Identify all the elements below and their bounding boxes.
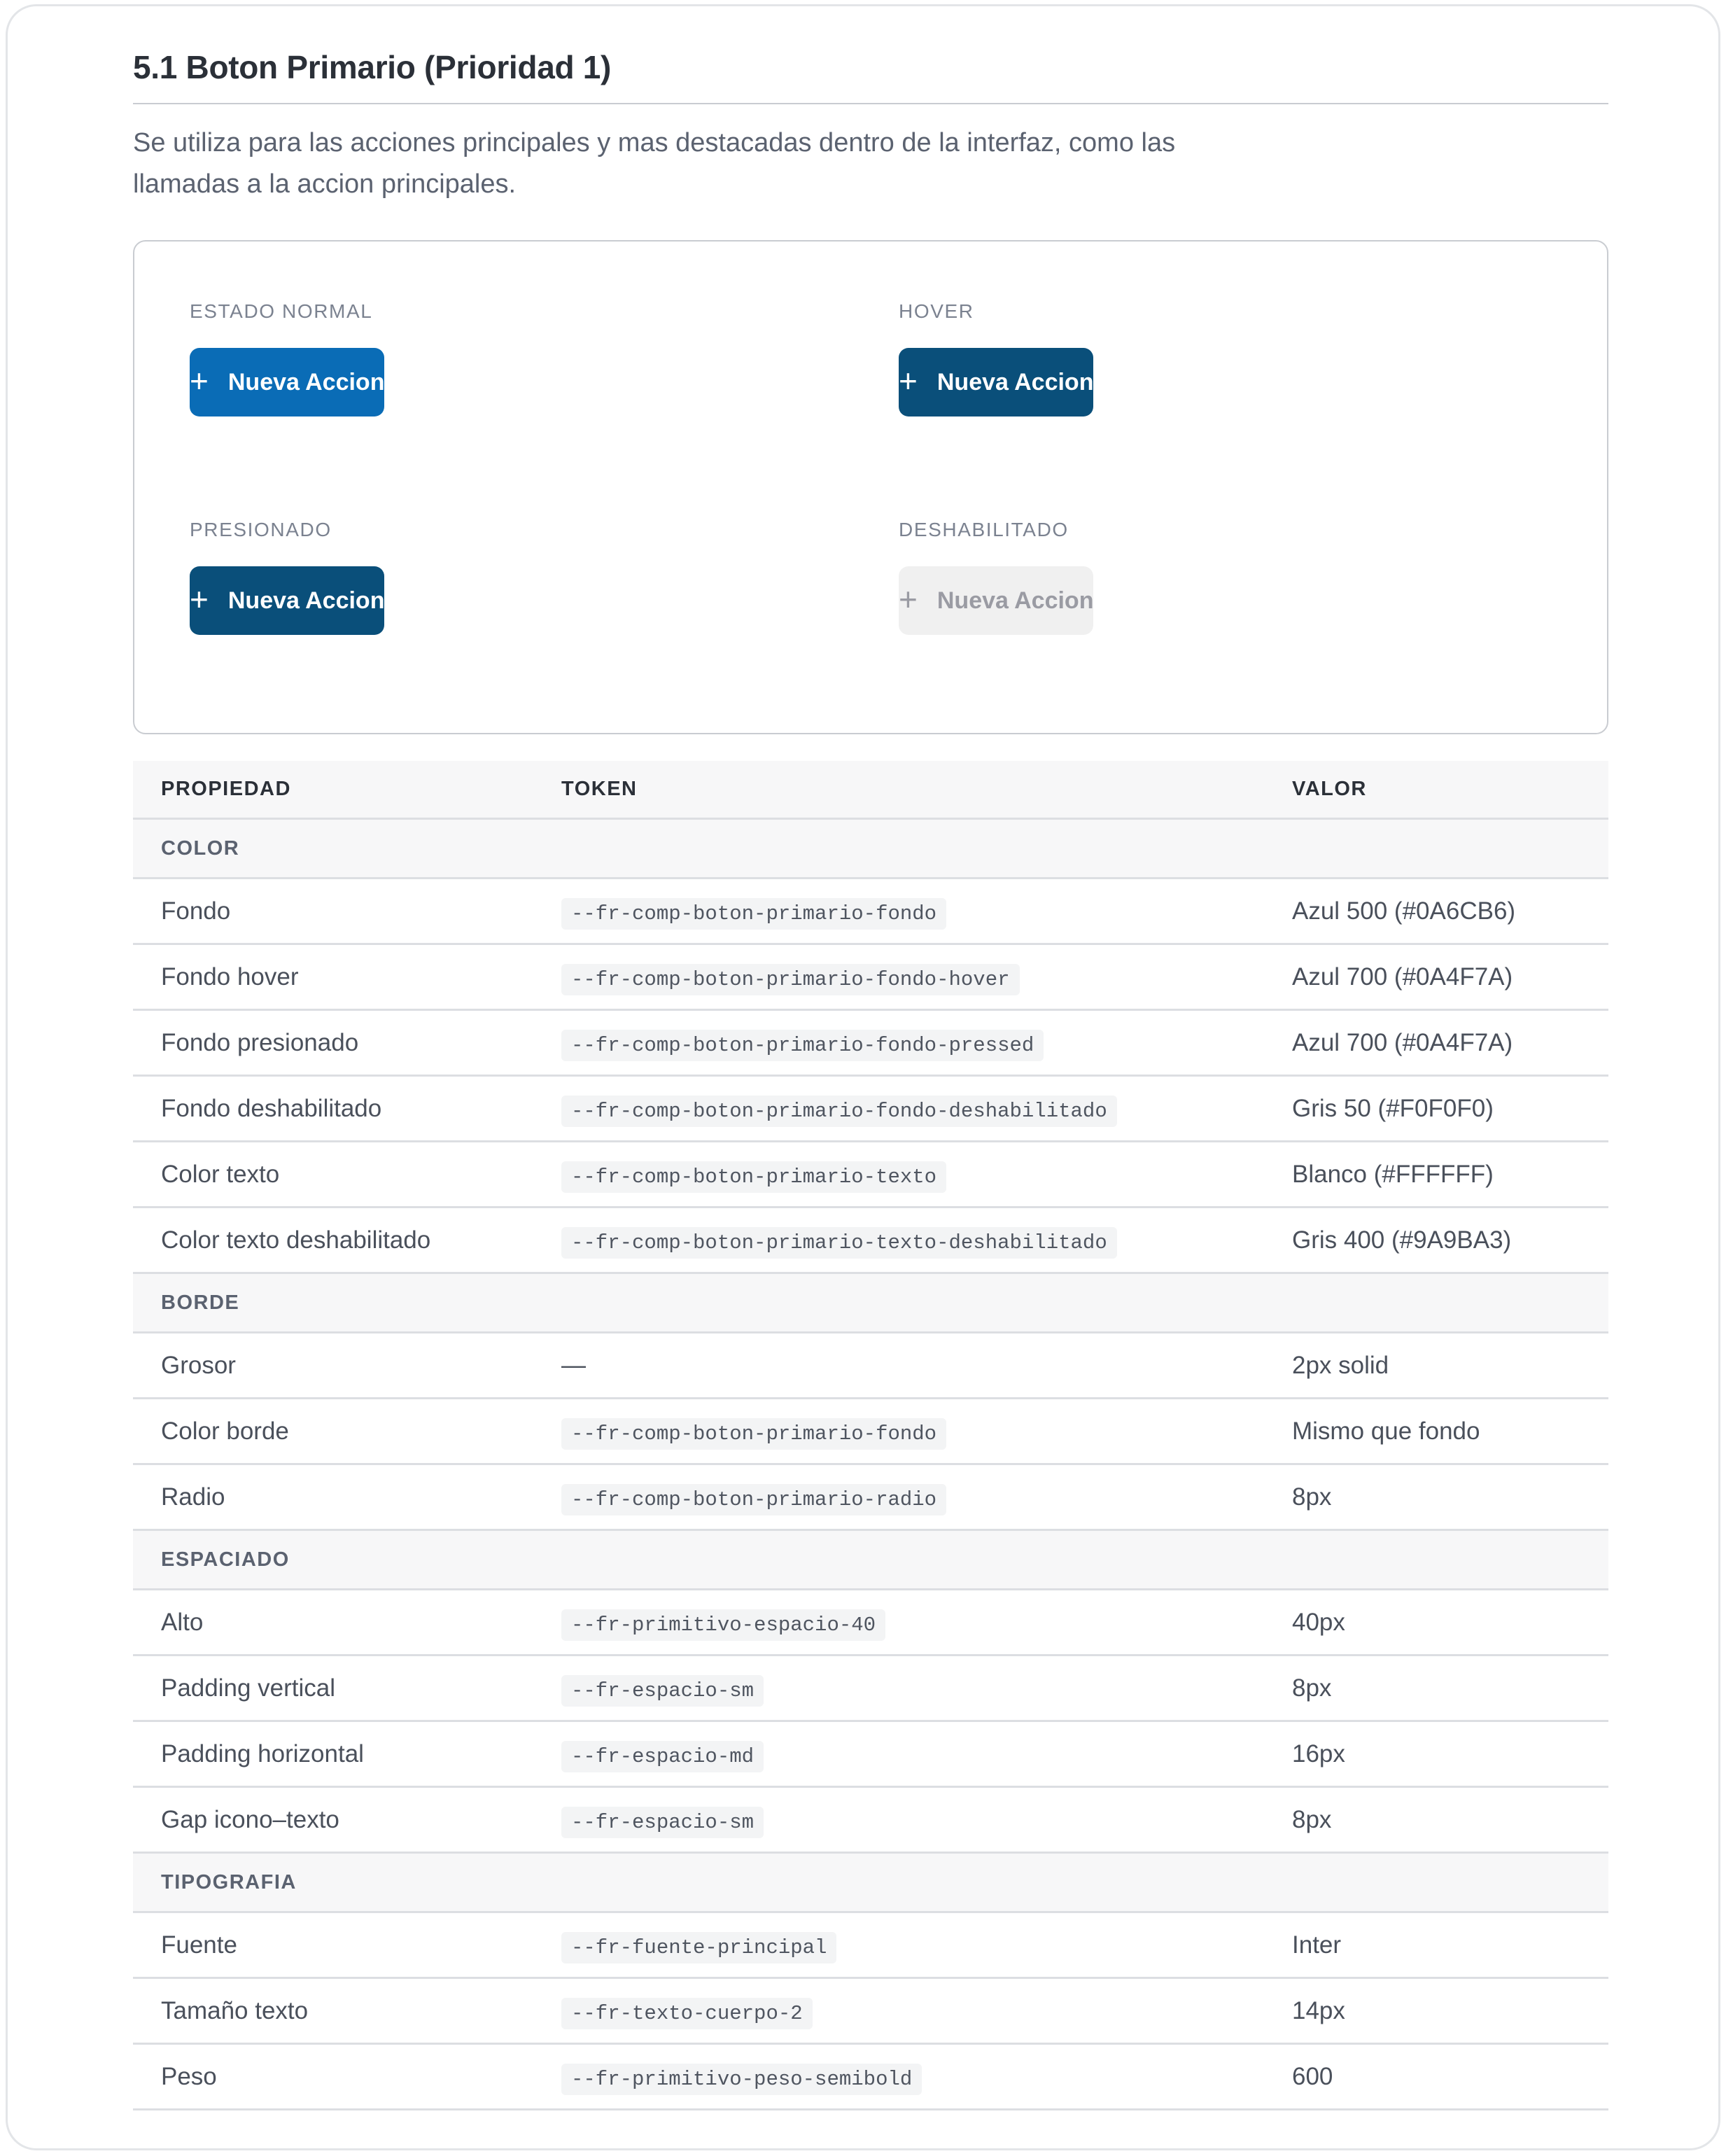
button-label: Nueva Accion [227,368,385,396]
table-row [133,1590,1608,1656]
property-cell: Padding horizontal [161,1740,364,1768]
property-cell: Radio [161,1483,225,1511]
property-cell: Fondo hover [161,962,299,990]
plus-icon: + [899,363,918,399]
token-code: --fr-espacio-md [561,1741,764,1772]
column-header-property: PROPIEDAD [161,778,291,800]
property-cell: Fondo deshabilitado [161,1094,382,1122]
value-cell: 8px [1292,1483,1332,1511]
table-group-row [133,1854,1608,1913]
value-cell: 8px [1292,1674,1332,1702]
group-label: BORDE [161,1291,240,1314]
property-cell: Fondo presionado [161,1028,359,1056]
table-row [133,1656,1608,1722]
button-label: Nueva Accion [936,587,1094,614]
property-cell: Color texto [161,1160,280,1188]
value-cell: 600 [1292,2062,1333,2090]
token-code: --fr-comp-boton-primario-texto-deshabilitado [561,1227,1117,1259]
value-cell: Azul 700 (#0A4F7A) [1292,1028,1513,1056]
table-row [133,1142,1608,1208]
property-cell: Alto [161,1608,204,1636]
token-code: --fr-primitivo-peso-semibold [561,2064,922,2095]
token-code: --fr-fuente-principal [561,1932,836,1963]
section-title: 5.1 Boton Primario (Prioridad 1) [133,49,612,85]
group-label: TIPOGRAFIA [161,1870,297,1893]
value-cell: 2px solid [1292,1351,1389,1379]
token-code: --fr-espacio-sm [561,1807,764,1838]
table-row [133,1077,1608,1142]
table-row [133,945,1608,1011]
property-cell: Grosor [161,1351,236,1379]
token-code: --fr-comp-boton-primario-radio [561,1484,946,1516]
property-cell: Color borde [161,1417,289,1445]
property-cell: Fuente [161,1931,237,1959]
button-label: Nueva Accion [227,587,385,614]
state-label: DESHABILITADO [899,519,1069,540]
token-code: --fr-comp-boton-primario-fondo-hover [561,964,1020,995]
token-code: --fr-comp-boton-primario-fondo [561,898,946,930]
property-cell: Tamaño texto [161,1996,309,2024]
value-cell: Blanco (#FFFFFF) [1292,1160,1494,1188]
state-label: HOVER [899,300,974,322]
value-cell: Azul 500 (#0A6CB6) [1292,897,1516,925]
table-row [133,1334,1608,1399]
primary-button-normal[interactable] [190,348,384,416]
group-label: ESPACIADO [161,1548,290,1571]
table-row [133,1011,1608,1077]
token-code: --fr-comp-boton-primario-texto [561,1161,946,1193]
value-cell: Gris 50 (#F0F0F0) [1292,1094,1494,1122]
table-group-row [133,1274,1608,1334]
spec-card [6,4,1720,2150]
table-group-row [133,820,1608,879]
primary-button-disabled [899,566,1093,635]
table-header [133,761,1608,820]
token-code: --fr-comp-boton-primario-fondo-deshabilitado [561,1096,1117,1127]
table-row [133,2045,1608,2110]
section-description: Se utiliza para las acciones principales y mas destacadas dentro de la interfaz, como las llamadas a la accion principales. [133,128,1176,199]
plus-icon: + [190,581,209,617]
state-hover [899,299,1552,416]
table-row [133,1399,1608,1465]
token-code: --fr-primitivo-espacio-40 [561,1609,885,1641]
property-cell: Gap icono–texto [161,1805,339,1833]
table-row [133,1788,1608,1854]
value-cell: Inter [1292,1931,1342,1959]
value-cell: 8px [1292,1805,1332,1833]
column-header-value: VALOR [1292,778,1367,800]
state-pressed [190,517,843,635]
primary-button-pressed[interactable] [190,566,384,635]
state-disabled [899,517,1552,635]
table-row [133,879,1608,945]
state-label: ESTADO NORMAL [190,300,373,322]
title-divider [133,103,1608,104]
property-cell: Peso [161,2062,217,2090]
value-cell: 40px [1292,1608,1345,1636]
value-cell: 14px [1292,1996,1345,2024]
value-cell: Mismo que fondo [1292,1417,1480,1445]
value-cell: Azul 700 (#0A4F7A) [1292,962,1513,990]
button-states-preview [133,240,1608,734]
plus-icon: + [190,363,209,399]
value-cell: 16px [1292,1740,1345,1768]
token-code: --fr-comp-boton-primario-fondo-pressed [561,1030,1044,1061]
button-label: Nueva Accion [936,368,1094,396]
table-row [133,1722,1608,1788]
table-row [133,1913,1608,1979]
plus-icon: + [899,581,918,617]
table-row [133,1979,1608,2045]
section-content [133,46,1608,2091]
table-row [133,1208,1608,1274]
property-cell: Fondo [161,897,231,925]
table-row [133,1465,1608,1531]
group-label: COLOR [161,836,240,860]
token-code: --fr-espacio-sm [561,1675,764,1707]
property-cell: Padding vertical [161,1674,336,1702]
table-group-row [133,1531,1608,1590]
token-cell: — [561,1351,586,1379]
token-code: --fr-texto-cuerpo-2 [561,1998,813,2029]
primary-button-hover[interactable] [899,348,1093,416]
state-label: PRESIONADO [190,519,332,540]
state-normal [190,299,843,416]
column-header-token: TOKEN [561,778,638,800]
property-cell: Color texto deshabilitado [161,1226,431,1254]
token-code: --fr-comp-boton-primario-fondo [561,1418,946,1450]
tokens-table [133,761,1608,2110]
value-cell: Gris 400 (#9A9BA3) [1292,1226,1512,1254]
